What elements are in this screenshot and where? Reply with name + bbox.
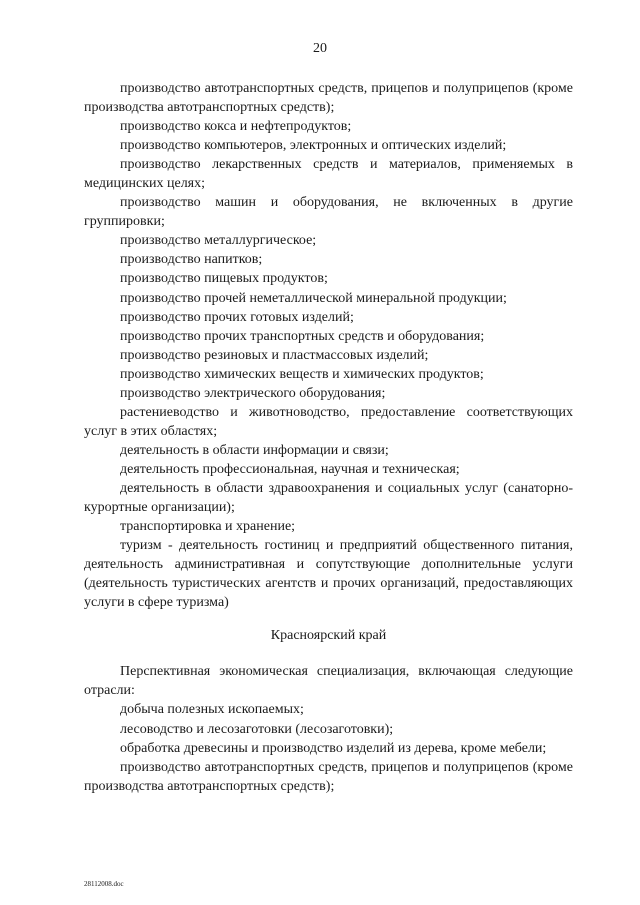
page-number: 20 — [313, 41, 327, 56]
document-body — [84, 79, 573, 796]
list-item: производство лекарственных средств и материалов, применяемых в медицинских целях; — [84, 157, 573, 192]
footer-file-code: 28112008.doc — [84, 880, 124, 888]
list-item: производство прочих готовых изделий; — [120, 309, 354, 325]
list-item: обработка древесины и производство изделий из дерева, кроме мебели; — [120, 740, 547, 756]
list-item: туризм - деятельность гостиниц и предприятий общественного питания, деятельность административная и сопутствующие дополнительные услуги (деятельность туристических агентств и прочих организаций, предоставляющих услуги в сфере туризма) — [84, 538, 573, 611]
list-item: производство автотранспортных средств, прицепов и полуприцепов (кроме производства автотранспортных средств); — [84, 759, 573, 794]
list-item: деятельность в области здравоохранения и социальных услуг (санаторно-курортные организации); — [84, 480, 573, 516]
list-item: производство автотранспортных средств, прицепов и полуприцепов (кроме производства автотранспортных средств); — [84, 81, 573, 116]
list-item: производство машин и оборудования, не включенных в другие группировки; — [84, 195, 573, 230]
list-item: производство электрического оборудования; — [120, 385, 386, 401]
list-item: производство кокса и нефтепродуктов; — [120, 119, 352, 135]
intro-paragraph: Перспективная экономическая специализация, включающая следующие отрасли: — [84, 664, 573, 699]
list-item: производство химических веществ и химических продуктов; — [120, 366, 484, 382]
section-heading: Красноярский край — [270, 628, 387, 644]
list-item: производство напитков; — [120, 252, 263, 268]
list-item: добыча полезных ископаемых; — [120, 702, 304, 718]
list-item: лесоводство и лесозаготовки (лесозаготовки); — [120, 721, 394, 737]
list-item: производство металлургическое; — [120, 233, 317, 249]
list-item: производство прочей неметаллической минеральной продукции; — [120, 290, 507, 306]
list-item: производство прочих транспортных средств и оборудования; — [120, 328, 485, 344]
list-item: производство пищевых продуктов; — [120, 271, 328, 287]
list-item: деятельность в области информации и связи; — [120, 442, 389, 458]
list-item: производство резиновых и пластмассовых изделий; — [120, 347, 429, 363]
list-item: деятельность профессиональная, научная и техническая; — [120, 461, 460, 477]
list-item: производство компьютеров, электронных и оптических изделий; — [120, 138, 507, 154]
list-item: транспортировка и хранение; — [120, 519, 296, 535]
list-item: растениеводство и животноводство, предоставление соответствующих услуг в этих областях; — [84, 404, 573, 439]
